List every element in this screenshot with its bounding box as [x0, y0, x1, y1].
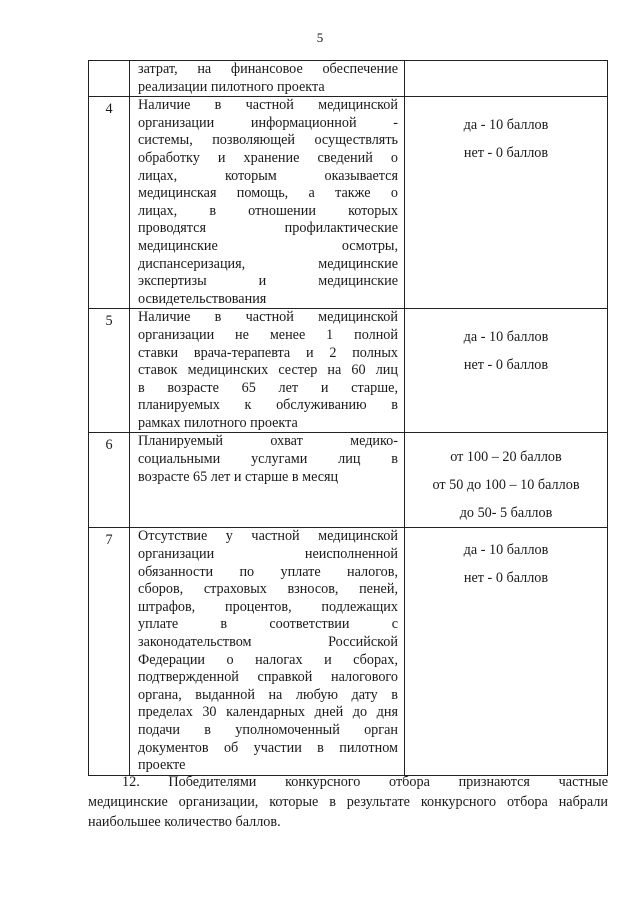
score-line: от 100 – 20 баллов	[450, 449, 562, 466]
criterion-score	[405, 97, 608, 309]
page-number: 5	[316, 30, 324, 45]
criterion-number: 4	[89, 97, 130, 309]
table-row	[89, 61, 608, 97]
criterion-number: 7	[89, 528, 130, 775]
description-line: подтвержденной справкой налогового	[138, 669, 398, 686]
description-line: ставок медицинских сестер на 60 лиц	[138, 362, 398, 379]
score-line: нет - 0 баллов	[463, 357, 549, 374]
description-line: законодательством Российской	[138, 634, 398, 651]
criterion-score	[405, 528, 608, 775]
description-line: штрафов, процентов, подлежащих	[138, 598, 398, 615]
paragraph-line: 12. Победителями конкурсного отбора признаются частные	[122, 774, 608, 790]
criterion-description	[130, 528, 405, 775]
description-line: обязанности по уплате налогов,	[138, 563, 398, 580]
criterion-score	[405, 309, 608, 433]
description-line: социальными услугами лиц в	[138, 451, 398, 468]
criterion-score	[405, 61, 608, 97]
paragraph-line: медицинские организации, которые в результате конкурсного отбора набрали	[88, 794, 608, 810]
description-line: медицинская помощь, а также о	[138, 185, 398, 202]
score-line: от 50 до 100 – 10 баллов	[432, 477, 580, 494]
score-line: до 50- 5 баллов	[459, 505, 553, 522]
description-line: системы, позволяющей осуществлять	[138, 132, 398, 149]
description-line: уплате в соответствии с	[138, 616, 398, 633]
criterion-description	[130, 61, 405, 97]
criterion-description	[130, 309, 405, 433]
criterion-number: 6	[89, 433, 130, 528]
score-line: да - 10 баллов	[463, 329, 549, 346]
description-line: планируемых к обслуживанию в	[138, 397, 398, 414]
description-line: медицинские осмотры,	[138, 237, 398, 254]
description-line: затрат, на финансовое обеспечение	[138, 61, 398, 77]
description-line: экспертизы и медицинские	[138, 273, 398, 290]
description-line: Наличие в частной медицинской	[138, 97, 398, 114]
table-row	[89, 309, 608, 433]
description-line: рамках пилотного проекта	[138, 414, 298, 431]
description-line: подачи в уполномоченный орган	[138, 722, 398, 738]
description-line: Планируемый охват медико-	[138, 433, 398, 450]
score-line: да - 10 баллов	[463, 542, 549, 559]
criterion-score	[405, 433, 608, 528]
description-line: проекте	[138, 757, 186, 774]
description-line: Наличие в частной медицинской	[138, 309, 398, 326]
description-line: реализации пилотного проекта	[138, 78, 325, 95]
description-line: освидетельствования	[138, 290, 267, 307]
description-line: обработку и хранение сведений о	[138, 149, 398, 166]
score-line: да - 10 баллов	[463, 117, 549, 134]
description-line: пределах 30 календарных дней до дня	[138, 704, 398, 721]
description-line: органа, выданной на любую дату в	[138, 686, 398, 703]
description-line: возрасте 65 лет и старше в месяц	[138, 468, 339, 485]
criterion-description	[130, 433, 405, 528]
criterion-number: 5	[89, 309, 130, 433]
closing-paragraph	[88, 772, 608, 832]
description-line: организации не менее 1 полной	[138, 326, 398, 343]
description-line: проводятся профилактические	[138, 220, 398, 237]
criteria-table	[88, 60, 608, 776]
description-line: лицах, которым оказывается	[138, 167, 398, 184]
table-row	[89, 97, 608, 309]
description-line: в возрасте 65 лет и старше,	[138, 379, 398, 396]
paragraph-line: наибольшее количество баллов.	[88, 814, 281, 830]
score-line: нет - 0 баллов	[463, 570, 549, 587]
table-row	[89, 528, 608, 775]
score-line: нет - 0 баллов	[463, 145, 549, 162]
description-line: лицах, в отношении которых	[138, 202, 398, 219]
description-line: диспансеризация, медицинские	[138, 255, 398, 272]
description-line: организации неисполненной	[138, 546, 398, 563]
table-row	[89, 433, 608, 528]
description-line: Отсутствие у частной медицинской	[138, 528, 398, 545]
description-line: сборов, страховых взносов, пеней,	[138, 581, 398, 598]
description-line: организации информационной -	[138, 114, 398, 131]
criterion-number	[89, 61, 130, 97]
description-line: документов об участии в пилотном	[138, 739, 398, 756]
description-line: ставки врача-терапевта и 2 полных	[138, 344, 398, 361]
criterion-description	[130, 97, 405, 309]
description-line: Федерации о налогах и сборах,	[138, 651, 398, 668]
